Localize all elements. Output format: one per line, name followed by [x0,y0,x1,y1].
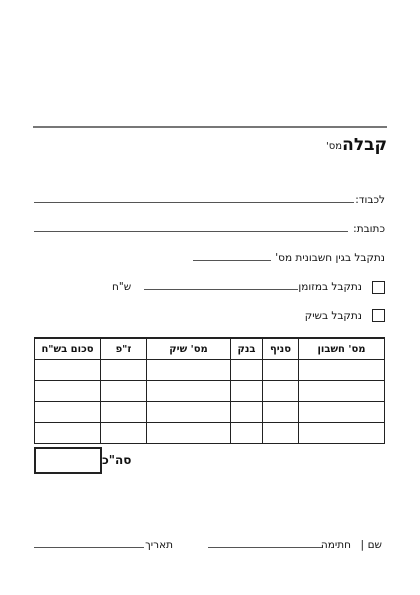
total-label: סה"כ [102,453,132,467]
table-cell[interactable] [299,360,385,381]
date-field[interactable] [34,547,144,548]
table-cell[interactable] [35,381,101,402]
table-cell[interactable] [231,402,263,423]
table-cell[interactable] [35,360,101,381]
table-cell[interactable] [263,402,299,423]
column-header-amount: סכום בש"ח [35,338,101,360]
invoice-number-field[interactable] [193,260,271,261]
address-field[interactable] [34,231,348,232]
address-label: כתובת: [353,223,385,235]
table-cell[interactable] [147,402,231,423]
table-cell[interactable] [35,402,101,423]
table-cell[interactable] [231,381,263,402]
column-header-account: מס' חשבון [299,338,385,360]
header-divider [33,126,387,128]
currency-label: ש"ח [112,281,132,293]
cash-amount-field[interactable] [144,289,298,290]
column-header-due-date: ז"פ [101,338,147,360]
table-cell[interactable] [299,423,385,444]
cash-checkbox[interactable] [372,281,385,294]
table-cell[interactable] [147,423,231,444]
column-header-check-number: מס' שיק [147,338,231,360]
table-cell[interactable] [101,381,147,402]
table-row [35,360,385,381]
table-cell[interactable] [231,423,263,444]
table-cell[interactable] [147,360,231,381]
cash-label: נתקבל במזומן [298,281,362,293]
receipt-number-label: מס' [325,141,342,152]
name-label: שם [367,539,382,551]
table-cell[interactable] [299,402,385,423]
table-cell[interactable] [101,402,147,423]
to-field[interactable] [34,202,354,203]
column-header-bank: בנק [231,338,263,360]
table-row [35,381,385,402]
table-cell[interactable] [263,360,299,381]
table-cell[interactable] [147,381,231,402]
table-row [35,423,385,444]
signature-field[interactable] [208,547,322,548]
name-separator: | [360,539,364,551]
table-cell[interactable] [299,381,385,402]
to-label: לכבוד: [355,194,385,206]
date-label: תאריך [145,539,173,551]
table-cell[interactable] [231,360,263,381]
table-cell[interactable] [263,381,299,402]
table-cell[interactable] [35,423,101,444]
checks-table [34,337,385,444]
check-checkbox[interactable] [372,309,385,322]
check-label: נתקבל בשיק [304,310,362,322]
invoice-label: נתקבל בגין חשבונית מס' [275,252,385,264]
table-cell[interactable] [101,423,147,444]
receipt-title: קבלה [342,135,387,155]
table-row [35,402,385,423]
table-header-row [35,338,385,360]
table-cell[interactable] [101,360,147,381]
table-cell[interactable] [263,423,299,444]
signature-label: חתימה [320,539,351,551]
total-amount-box[interactable] [34,447,102,474]
column-header-branch: סניף [263,338,299,360]
